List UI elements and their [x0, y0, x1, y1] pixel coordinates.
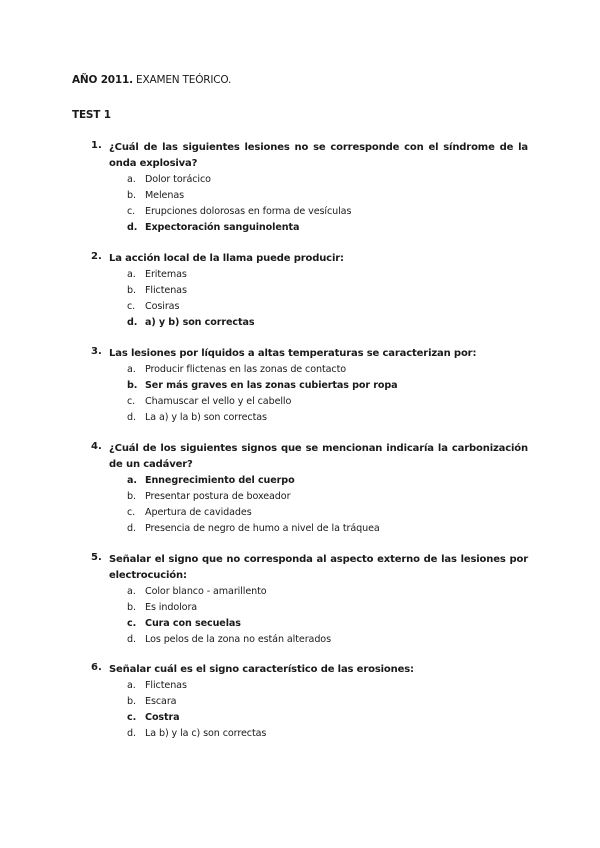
answer-options — [91, 267, 528, 331]
option-text: Es indolora — [145, 602, 198, 613]
option-letter: c. — [127, 618, 137, 629]
exam-title — [72, 74, 231, 86]
option-text: Cosiras — [145, 301, 180, 312]
answer-option-correct — [91, 220, 528, 236]
answer-options — [91, 584, 528, 648]
exam-type: EXAMEN TEÓRICO. — [132, 74, 232, 86]
answer-option — [91, 505, 528, 521]
question-item — [91, 662, 528, 742]
option-text: Cura con secuelas — [145, 618, 241, 629]
option-letter: a. — [127, 586, 136, 597]
option-text: Color blanco - amarillento — [145, 586, 267, 597]
answer-option — [91, 489, 528, 505]
answer-option — [91, 678, 528, 694]
option-text: Costra — [145, 712, 180, 723]
answer-option — [91, 394, 528, 410]
answer-option-correct — [91, 473, 528, 489]
option-text: Melenas — [145, 190, 185, 201]
option-letter: b. — [127, 285, 136, 296]
question-item — [91, 346, 528, 426]
question-number: 4. — [91, 441, 102, 452]
answer-option — [91, 521, 528, 537]
question-number: 1. — [91, 140, 102, 151]
answer-option — [91, 726, 528, 742]
option-text: La a) y la b) son correctas — [145, 412, 267, 423]
question-text: Señalar cuál es el signo característico de las erosiones: — [109, 664, 414, 675]
answer-option-correct — [91, 616, 528, 632]
exam-year: AÑO 2011. — [72, 74, 133, 86]
question-text: ¿Cuál de las siguientes lesiones no se corresponde con el síndrome de la onda explosiva? — [109, 142, 528, 169]
answer-option — [91, 632, 528, 648]
question-text: Las lesiones por líquidos a altas temperaturas se caracterizan por: — [109, 348, 477, 359]
option-text: Eritemas — [145, 269, 187, 280]
option-letter: b. — [127, 491, 136, 502]
question-item — [91, 140, 528, 236]
option-letter: c. — [127, 507, 136, 518]
option-text: Expectoración sanguinolenta — [145, 222, 300, 233]
option-letter: c. — [127, 712, 137, 723]
answer-options — [91, 172, 528, 236]
option-letter: d. — [127, 728, 136, 739]
option-letter: d. — [127, 317, 138, 328]
question-number: 2. — [91, 251, 102, 262]
option-letter: a. — [127, 174, 136, 185]
option-letter: b. — [127, 190, 136, 201]
option-letter: a. — [127, 680, 136, 691]
question-text: Señalar el signo que no corresponda al aspecto externo de las lesiones por electrocución: — [109, 554, 528, 581]
answer-option — [91, 600, 528, 616]
test-title: TEST 1 — [72, 109, 111, 121]
question-item — [91, 441, 528, 537]
option-letter: d. — [127, 222, 138, 233]
question-item — [91, 251, 528, 331]
answer-option-correct — [91, 710, 528, 726]
option-text: Chamuscar el vello y el cabello — [145, 396, 292, 407]
option-letter: d. — [127, 523, 136, 534]
option-letter: d. — [127, 634, 136, 645]
option-letter: b. — [127, 602, 136, 613]
option-text: Flictenas — [145, 285, 187, 296]
option-text: La b) y la c) son correctas — [145, 728, 267, 739]
option-text: Los pelos de la zona no están alterados — [145, 634, 331, 645]
answer-option — [91, 204, 528, 220]
answer-option — [91, 410, 528, 426]
answer-options — [91, 473, 528, 537]
question-number: 3. — [91, 346, 102, 357]
option-text: Flictenas — [145, 680, 187, 691]
option-letter: c. — [127, 396, 136, 407]
answer-option — [91, 267, 528, 283]
answer-option — [91, 299, 528, 315]
option-letter: c. — [127, 301, 136, 312]
option-text: Presentar postura de boxeador — [145, 491, 291, 502]
answer-options — [91, 362, 528, 426]
option-letter: a. — [127, 364, 136, 375]
answer-option — [91, 694, 528, 710]
option-letter: a. — [127, 269, 136, 280]
option-text: Presencia de negro de humo a nivel de la tráquea — [145, 523, 380, 534]
question-text: ¿Cuál de los siguientes signos que se mencionan indicaría la carbonización de un cadáver? — [109, 443, 528, 470]
answer-option-correct — [91, 315, 528, 331]
option-letter: b. — [127, 696, 136, 707]
answer-option — [91, 283, 528, 299]
option-text: Dolor torácico — [145, 174, 211, 185]
answer-option-correct — [91, 378, 528, 394]
question-item — [91, 552, 528, 648]
option-letter: d. — [127, 412, 136, 423]
option-text: a) y b) son correctas — [145, 317, 255, 328]
question-number: 5. — [91, 552, 102, 563]
answer-option — [91, 584, 528, 600]
option-letter: b. — [127, 380, 138, 391]
option-text: Producir flictenas en las zonas de contacto — [145, 364, 347, 375]
option-letter: c. — [127, 206, 136, 217]
option-text: Escara — [145, 696, 177, 707]
option-text: Ser más graves en las zonas cubiertas por ropa — [145, 380, 398, 391]
option-letter: a. — [127, 475, 137, 486]
answer-option — [91, 362, 528, 378]
question-text: La acción local de la llama puede producir: — [109, 253, 344, 264]
answer-option — [91, 172, 528, 188]
option-text: Erupciones dolorosas en forma de vesículas — [145, 206, 352, 217]
option-text: Ennegrecimiento del cuerpo — [145, 475, 295, 486]
option-text: Apertura de cavidades — [145, 507, 252, 518]
answer-options — [91, 678, 528, 742]
question-number: 6. — [91, 662, 102, 673]
answer-option — [91, 188, 528, 204]
